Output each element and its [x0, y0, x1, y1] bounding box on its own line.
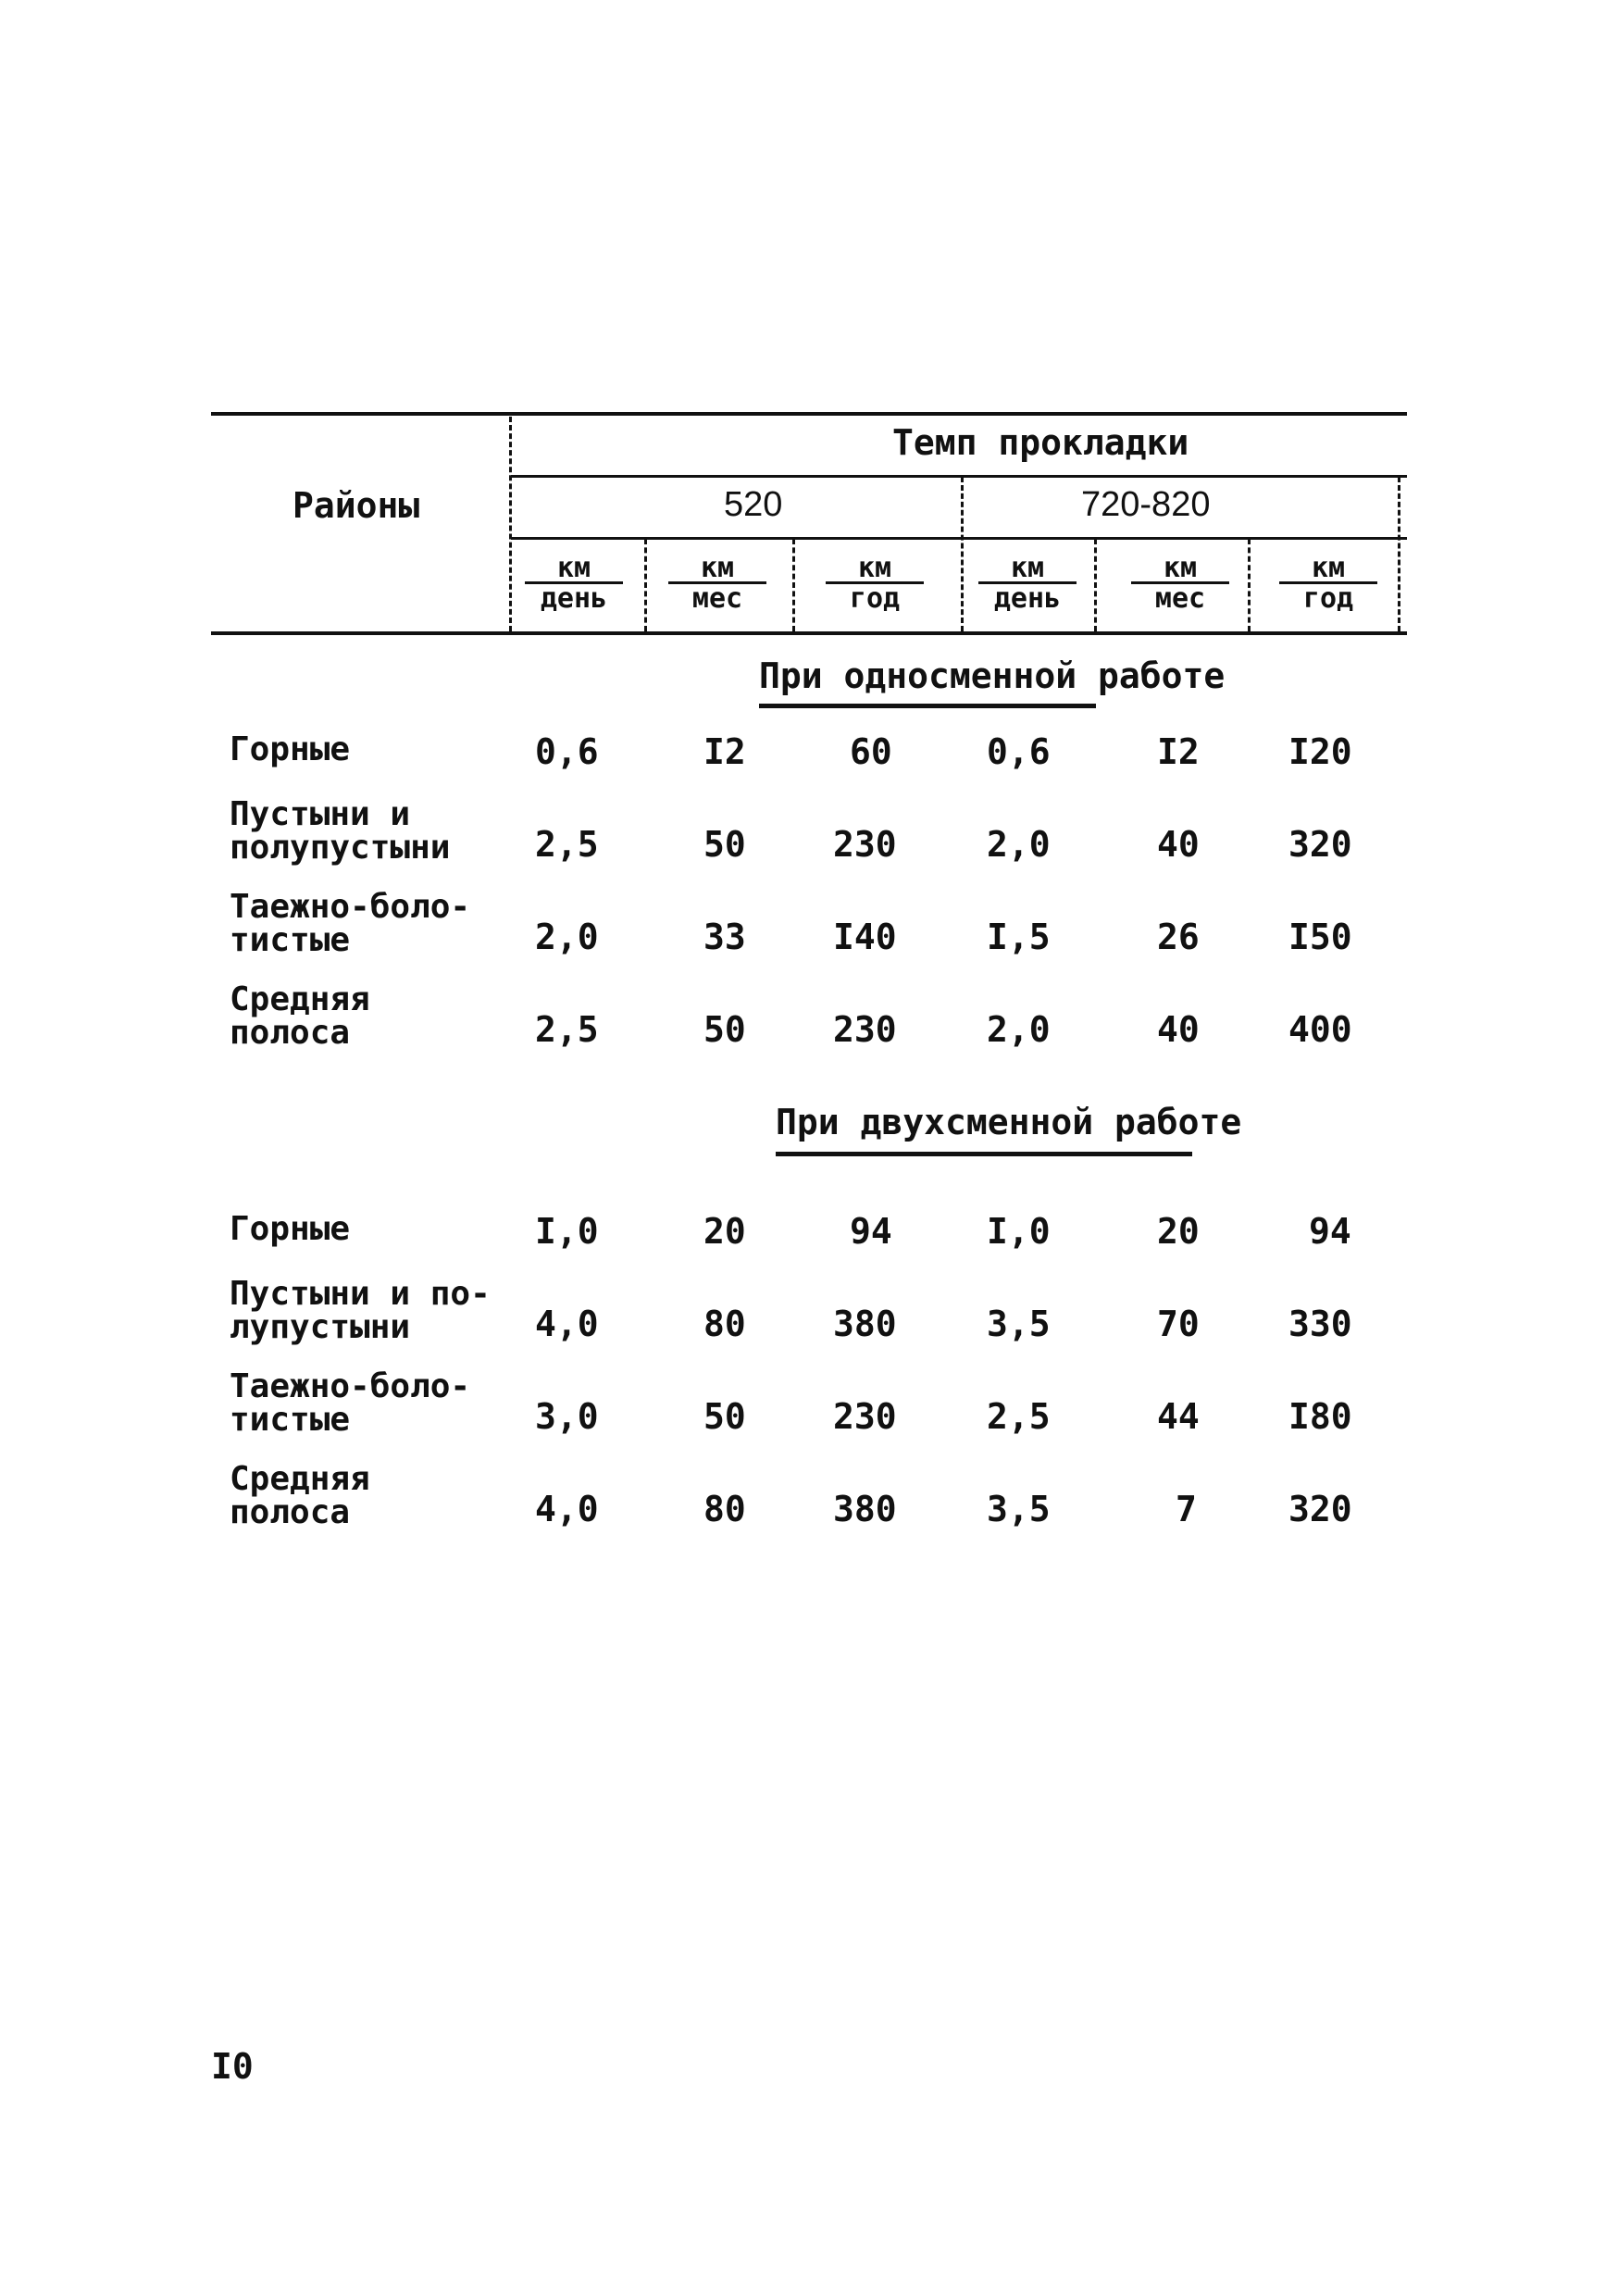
- cell-day-520: 2,0: [535, 917, 599, 957]
- row-label: Средняя полоса: [230, 1460, 370, 1531]
- cell-month-520: I2: [703, 731, 746, 772]
- header-divider-groups: [961, 477, 964, 631]
- table-header-bottom-rule: [211, 631, 1407, 635]
- cell-day-720: I,5: [987, 917, 1051, 957]
- cell-day-520: 3,0: [535, 1396, 599, 1437]
- cell-month-720: 20: [1157, 1211, 1200, 1252]
- districts-header: Районы: [292, 485, 420, 526]
- cell-month-720: 7: [1176, 1489, 1197, 1529]
- cell-year-720: 320: [1288, 824, 1352, 865]
- cell-month-520: 33: [703, 917, 746, 957]
- header-divider-unit-1: [644, 539, 647, 631]
- row-label: Горные: [230, 730, 351, 768]
- diameter-520-header: 520: [724, 485, 783, 524]
- cell-year-520: 94: [850, 1211, 892, 1252]
- header-divider-unit-5: [1248, 539, 1251, 631]
- section-title-double-shift: При двухсменной работе: [776, 1102, 1242, 1142]
- cell-month-720: 40: [1157, 1009, 1200, 1050]
- cell-year-720: I50: [1288, 917, 1352, 957]
- row-label: Средняя полоса: [230, 980, 370, 1052]
- unit-km-year-720: км год: [1268, 555, 1388, 612]
- row-label: Горные: [230, 1210, 351, 1248]
- cell-month-720: 44: [1157, 1396, 1200, 1437]
- cell-year-520: 60: [850, 731, 892, 772]
- cell-day-720: 0,6: [987, 731, 1051, 772]
- cell-day-520: 2,5: [535, 824, 599, 865]
- cell-day-720: 3,5: [987, 1489, 1051, 1529]
- cell-year-520: 230: [833, 1009, 897, 1050]
- tempo-header: Темп прокладки: [892, 422, 1189, 463]
- row-label: Пустыни и по- лупустыни: [230, 1275, 491, 1346]
- section-underline-single-shift: [759, 704, 1096, 708]
- cell-month-520: 50: [703, 1009, 746, 1050]
- cell-year-720: I20: [1288, 731, 1352, 772]
- cell-day-720: 2,0: [987, 824, 1051, 865]
- row-label: Пустыни и полупустыни: [230, 795, 451, 867]
- unit-km-day-720: км день: [967, 555, 1088, 612]
- header-divider-unit-4: [1094, 539, 1097, 631]
- unit-km-year-520: км год: [815, 555, 935, 612]
- tempo-underline-rule: [511, 475, 1407, 478]
- cell-day-520: 4,0: [535, 1304, 599, 1344]
- cell-year-520: I40: [833, 917, 897, 957]
- cell-year-720: 400: [1288, 1009, 1352, 1050]
- header-divider-unit-2: [792, 539, 795, 631]
- cell-year-520: 380: [833, 1304, 897, 1344]
- cell-year-520: 230: [833, 1396, 897, 1437]
- row-label: Таежно-боло- тистые: [230, 888, 471, 959]
- header-divider-right: [1398, 477, 1400, 631]
- cell-month-720: 70: [1157, 1304, 1200, 1344]
- page-number: I0: [211, 2046, 254, 2087]
- cell-year-720: 320: [1288, 1489, 1352, 1529]
- cell-day-520: 4,0: [535, 1489, 599, 1529]
- cell-month-720: I2: [1157, 731, 1200, 772]
- cell-day-720: I,0: [987, 1211, 1051, 1252]
- cell-year-520: 230: [833, 824, 897, 865]
- cell-month-520: 20: [703, 1211, 746, 1252]
- cell-day-720: 2,0: [987, 1009, 1051, 1050]
- cell-month-520: 50: [703, 1396, 746, 1437]
- table-top-rule: [211, 412, 1407, 416]
- unit-km-month-720: км мес: [1120, 555, 1240, 612]
- section-underline-double-shift: [776, 1152, 1192, 1156]
- header-divider-left: [509, 417, 512, 631]
- cell-year-520: 380: [833, 1489, 897, 1529]
- row-label: Таежно-боло- тистые: [230, 1367, 471, 1439]
- cell-month-720: 26: [1157, 917, 1200, 957]
- cell-day-520: 2,5: [535, 1009, 599, 1050]
- unit-km-day-520: км день: [514, 555, 634, 612]
- cell-day-720: 2,5: [987, 1396, 1051, 1437]
- cell-day-520: I,0: [535, 1211, 599, 1252]
- section-title-single-shift: При односменной работе: [759, 655, 1226, 696]
- cell-month-520: 80: [703, 1489, 746, 1529]
- cell-year-720: 330: [1288, 1304, 1352, 1344]
- unit-km-month-520: км мес: [657, 555, 778, 612]
- cell-month-520: 80: [703, 1304, 746, 1344]
- cell-year-720: I80: [1288, 1396, 1352, 1437]
- cell-day-720: 3,5: [987, 1304, 1051, 1344]
- diameter-720-820-header: 720-820: [1081, 485, 1211, 524]
- cell-month-520: 50: [703, 824, 746, 865]
- cell-year-720: 94: [1309, 1211, 1351, 1252]
- cell-day-520: 0,6: [535, 731, 599, 772]
- cell-month-720: 40: [1157, 824, 1200, 865]
